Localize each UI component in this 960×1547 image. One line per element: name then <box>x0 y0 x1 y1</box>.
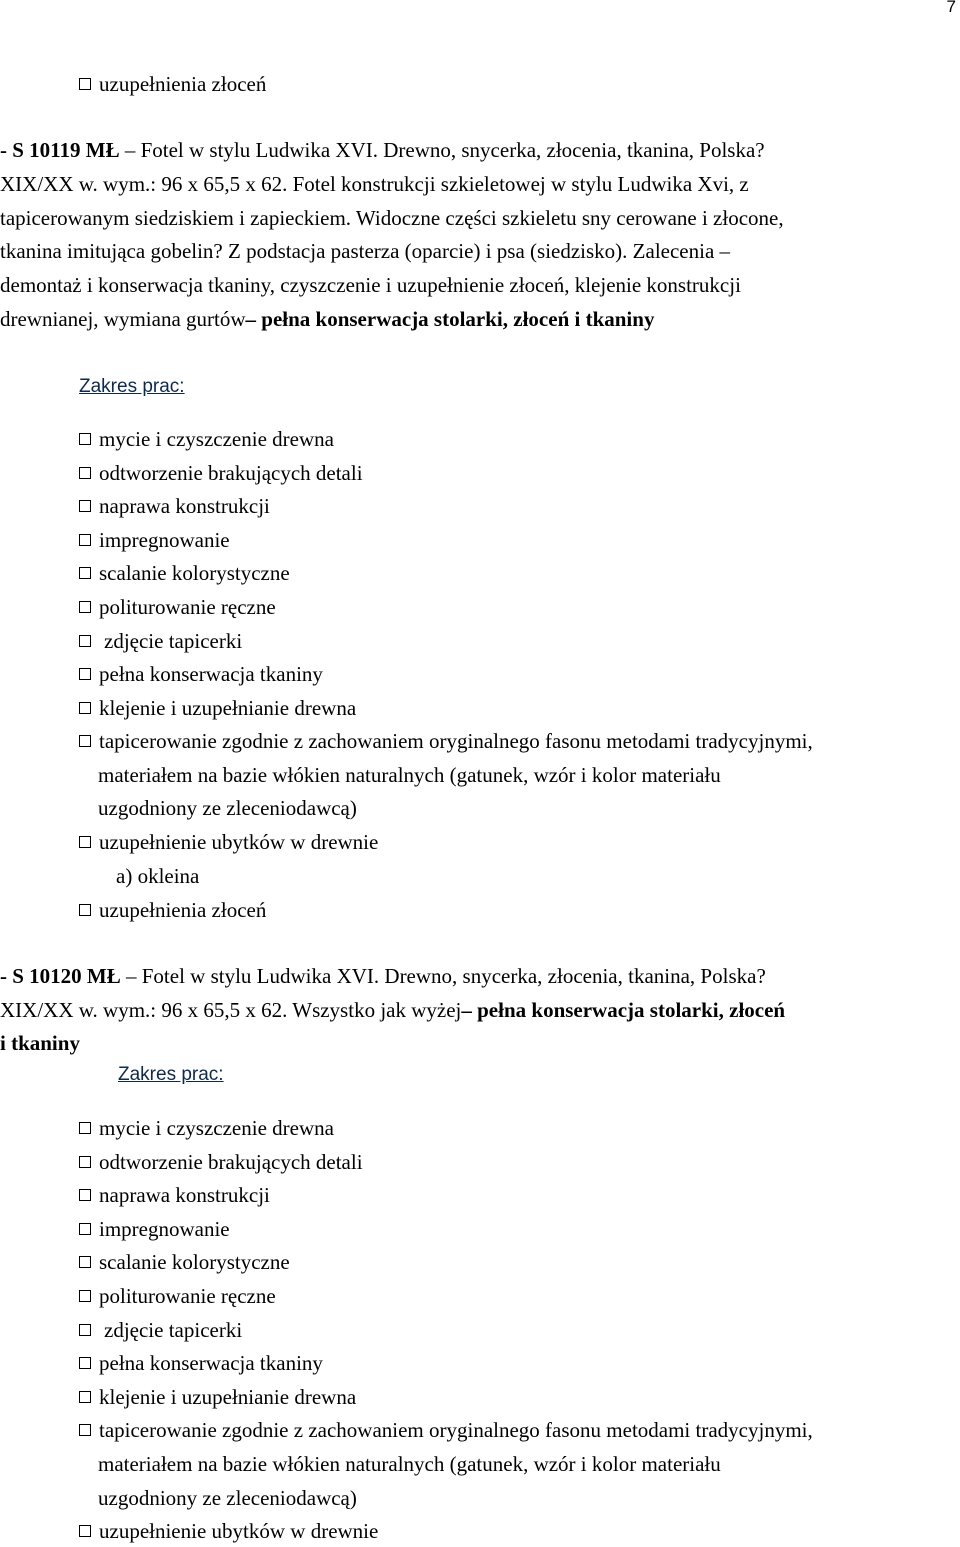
list-item: impregnowanie <box>79 530 230 551</box>
checkbox-icon <box>79 1525 91 1537</box>
checkbox-icon <box>79 78 91 90</box>
list-item: scalanie kolorystyczne <box>79 1252 290 1273</box>
list-item: tapicerowanie zgodnie z zachowaniem oryginalnego fasonu metodami tradycyjnymi, <box>79 731 813 752</box>
list-item: naprawa konstrukcji <box>79 1185 270 1206</box>
list-item: klejenie i uzupełnianie drewna <box>79 698 356 719</box>
checkbox-icon <box>79 601 91 613</box>
list-item: uzupełnienie ubytków w drewnie <box>79 832 378 853</box>
list-item: klejenie i uzupełnianie drewna <box>79 1387 356 1408</box>
checkbox-icon <box>79 1324 91 1336</box>
task-continuation: uzgodniony ze zleceniodawcą) <box>98 796 357 820</box>
item-description-line: tkanina imitująca gobelin? Z podstacja pasterza (oparcie) i psa (siedzisko). Zalecenia – <box>0 239 731 263</box>
task-continuation: materiałem na bazie włókien naturalnych (gatunek, wzór i kolor materiału <box>98 763 721 787</box>
list-item: politurowanie ręczne <box>79 1286 276 1307</box>
list-item: scalanie kolorystyczne <box>79 563 290 584</box>
checkbox-icon <box>79 500 91 512</box>
checkbox-icon <box>79 467 91 479</box>
item-description-line: XIX/XX w. wym.: 96 x 65,5 x 62. Wszystko jak wyżej– pełna konserwacja stolarki, złoceń <box>0 998 786 1022</box>
checkbox-icon <box>79 1391 91 1403</box>
list-item: pełna konserwacja tkaniny <box>79 1353 323 1374</box>
checkbox-icon <box>79 1223 91 1235</box>
checkbox-icon <box>79 1290 91 1302</box>
checkbox-icon <box>79 702 91 714</box>
checkbox-icon <box>79 668 91 680</box>
list-item: zdjęcie tapicerki <box>79 1320 242 1341</box>
sub-item: a) okleina <box>116 864 200 888</box>
checkbox-icon <box>79 904 91 916</box>
list-item: pełna konserwacja tkaniny <box>79 664 323 685</box>
checkbox-icon <box>79 567 91 579</box>
scope-heading: Zakres prac: <box>79 376 185 397</box>
item-description-line: tapicerowanym siedziskiem i zapieckiem. Widoczne części szkieletu sny cerowane i złocone, <box>0 206 784 230</box>
scope-heading: Zakres prac: <box>118 1064 224 1085</box>
list-item: uzupełnienia złoceń <box>79 74 266 95</box>
item-description-line: demontaż i konserwacja tkaniny, czyszczenie i uzupełnienie złoceń, klejenie konstrukcji <box>0 273 741 297</box>
checkbox-icon <box>79 1122 91 1134</box>
checkbox-icon <box>79 1357 91 1369</box>
list-item: impregnowanie <box>79 1219 230 1240</box>
checkbox-icon <box>79 836 91 848</box>
list-item: uzupełnienie ubytków w drewnie <box>79 1521 378 1542</box>
list-item: uzupełnienia złoceń <box>79 900 266 921</box>
list-item: mycie i czyszczenie drewna <box>79 429 334 450</box>
list-item: politurowanie ręczne <box>79 597 276 618</box>
task-continuation: materiałem na bazie włókien naturalnych (gatunek, wzór i kolor materiału <box>98 1452 721 1476</box>
checkbox-icon <box>79 635 91 647</box>
item-description-line: XIX/XX w. wym.: 96 x 65,5 x 62. Fotel konstrukcji szkieletowej w stylu Ludwika Xvi, z <box>0 172 749 196</box>
item-header: - S 10119 MŁ – Fotel w stylu Ludwika XVI. Drewno, snycerka, złocenia, tkanina, Polska? <box>0 138 765 162</box>
item-header: - S 10120 MŁ – Fotel w stylu Ludwika XVI. Drewno, snycerka, złocenia, tkanina, Polska? <box>0 964 766 988</box>
checkbox-icon <box>79 735 91 747</box>
list-item: mycie i czyszczenie drewna <box>79 1118 334 1139</box>
list-item: zdjęcie tapicerki <box>79 631 242 652</box>
page-number: 7 <box>946 0 956 16</box>
checkbox-icon <box>79 1256 91 1268</box>
task-continuation: uzgodniony ze zleceniodawcą) <box>98 1486 357 1510</box>
item-description-line: i tkaniny <box>0 1031 80 1055</box>
checkbox-icon <box>79 433 91 445</box>
item-description-line: drewnianej, wymiana gurtów– pełna konserwacja stolarki, złoceń i tkaniny <box>0 307 655 331</box>
list-item: odtworzenie brakujących detali <box>79 1152 363 1173</box>
checkbox-icon <box>79 534 91 546</box>
list-item: naprawa konstrukcji <box>79 496 270 517</box>
checkbox-icon <box>79 1189 91 1201</box>
checkbox-icon <box>79 1156 91 1168</box>
list-item: tapicerowanie zgodnie z zachowaniem oryginalnego fasonu metodami tradycyjnymi, <box>79 1420 813 1441</box>
list-item: odtworzenie brakujących detali <box>79 463 363 484</box>
checkbox-icon <box>79 1424 91 1436</box>
